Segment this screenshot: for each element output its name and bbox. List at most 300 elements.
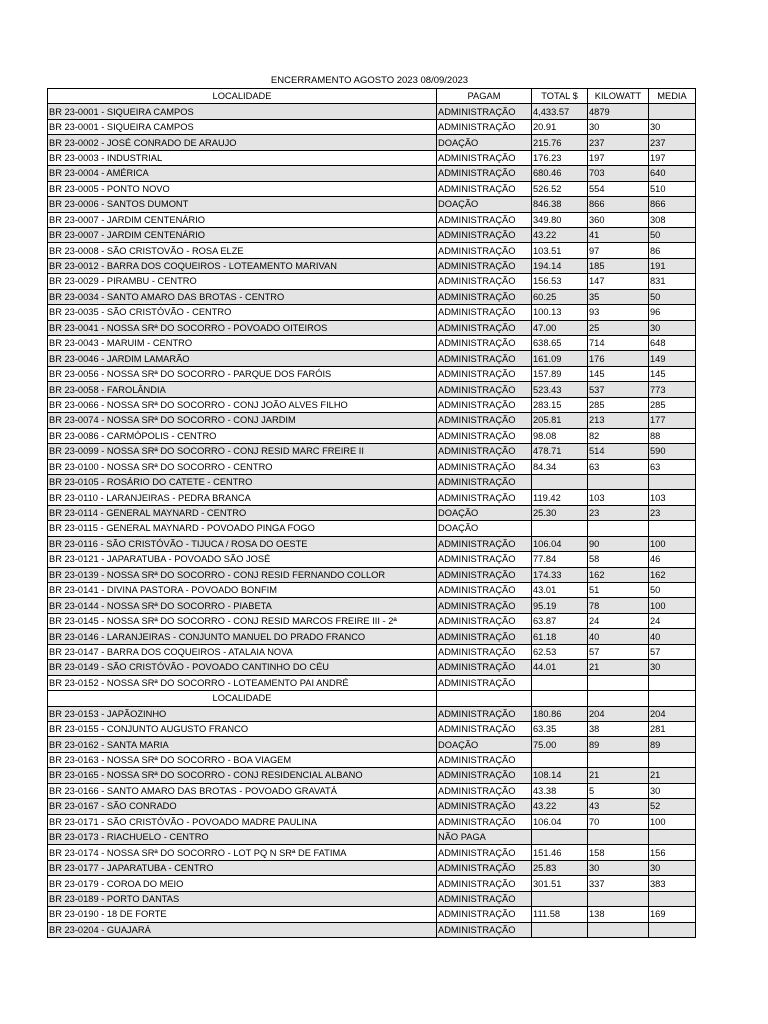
pagam-cell: ADMINISTRAÇÃO bbox=[437, 181, 532, 196]
table-row bbox=[48, 521, 696, 536]
header-total: TOTAL $ bbox=[532, 89, 588, 104]
media-cell: 88 bbox=[649, 428, 696, 443]
table-row bbox=[48, 351, 696, 366]
total-cell: 4,433.57 bbox=[532, 104, 588, 119]
table-row bbox=[48, 305, 696, 320]
table-row bbox=[48, 675, 696, 690]
media-cell: 50 bbox=[649, 289, 696, 304]
total-cell: 111.58 bbox=[532, 907, 588, 922]
pagam-cell: ADMINISTRAÇÃO bbox=[437, 567, 532, 582]
media-cell bbox=[649, 675, 696, 690]
localidade-cell: BR 23-0177 - JAPARATUBA - CENTRO bbox=[48, 860, 437, 875]
kilowatt-cell: 197 bbox=[588, 150, 649, 165]
media-cell: 103 bbox=[649, 490, 696, 505]
table-row bbox=[48, 413, 696, 428]
pagam-cell: ADMINISTRAÇÃO bbox=[437, 212, 532, 227]
localidade-cell: BR 23-0174 - NOSSA SRª DO SOCORRO - LOT PQ N SRª DE FATIMA bbox=[48, 845, 437, 860]
media-cell bbox=[649, 752, 696, 767]
table-row bbox=[48, 783, 696, 798]
table-row bbox=[48, 212, 696, 227]
total-cell: 119.42 bbox=[532, 490, 588, 505]
table-row bbox=[48, 336, 696, 351]
media-cell: 86 bbox=[649, 243, 696, 258]
header-media: MEDIA bbox=[649, 89, 696, 104]
localidade-cell: BR 23-0058 - FAROLÂNDIA bbox=[48, 382, 437, 397]
media-cell bbox=[649, 474, 696, 489]
media-cell: 177 bbox=[649, 413, 696, 428]
media-cell: 57 bbox=[649, 644, 696, 659]
media-cell: 308 bbox=[649, 212, 696, 227]
localidade-cell: BR 23-0001 - SIQUEIRA CAMPOS bbox=[48, 119, 437, 134]
media-cell bbox=[649, 891, 696, 906]
total-cell: 523.43 bbox=[532, 382, 588, 397]
pagam-cell: ADMINISTRAÇÃO bbox=[437, 907, 532, 922]
localidade-cell: BR 23-0005 - PONTO NOVO bbox=[48, 181, 437, 196]
kilowatt-cell: 103 bbox=[588, 490, 649, 505]
localidade-cell: BR 23-0006 - SANTOS DUMONT bbox=[48, 197, 437, 212]
pagam-cell: DOAÇÃO bbox=[437, 135, 532, 150]
media-cell: 21 bbox=[649, 768, 696, 783]
subheader-localidade: LOCALIDADE bbox=[48, 691, 437, 706]
pagam-cell: ADMINISTRAÇÃO bbox=[437, 536, 532, 551]
localidade-cell: BR 23-0002 - JOSÉ CONRADO DE ARAUJO bbox=[48, 135, 437, 150]
kilowatt-cell: 514 bbox=[588, 444, 649, 459]
total-cell: 95.19 bbox=[532, 598, 588, 613]
kilowatt-cell bbox=[588, 474, 649, 489]
localidade-cell: BR 23-0152 - NOSSA SRª DO SOCORRO - LOTEAMENTO PAI ANDRÉ bbox=[48, 675, 437, 690]
kilowatt-cell: 714 bbox=[588, 336, 649, 351]
total-cell: 151.46 bbox=[532, 845, 588, 860]
media-cell: 145 bbox=[649, 366, 696, 381]
total-cell: 176.23 bbox=[532, 150, 588, 165]
media-cell: 52 bbox=[649, 799, 696, 814]
localidade-cell: BR 23-0074 - NOSSA SRª DO SOCORRO - CONJ JARDIM bbox=[48, 413, 437, 428]
total-cell: 25.83 bbox=[532, 860, 588, 875]
kilowatt-cell: 24 bbox=[588, 613, 649, 628]
table-row bbox=[48, 752, 696, 767]
pagam-cell: ADMINISTRAÇÃO bbox=[437, 104, 532, 119]
pagam-cell: ADMINISTRAÇÃO bbox=[437, 891, 532, 906]
header-kilowatt: KILOWATT bbox=[588, 89, 649, 104]
table-row bbox=[48, 243, 696, 258]
media-cell: 162 bbox=[649, 567, 696, 582]
table-row bbox=[48, 598, 696, 613]
table-row bbox=[48, 397, 696, 412]
table-row bbox=[48, 922, 696, 937]
total-cell bbox=[532, 752, 588, 767]
localidade-cell: BR 23-0190 - 18 DE FORTE bbox=[48, 907, 437, 922]
total-cell: 157.89 bbox=[532, 366, 588, 381]
table-row bbox=[48, 135, 696, 150]
subheader-empty-cell bbox=[532, 691, 588, 706]
total-cell: 47.00 bbox=[532, 320, 588, 335]
kilowatt-cell: 4879 bbox=[588, 104, 649, 119]
media-cell: 773 bbox=[649, 382, 696, 397]
pagam-cell: ADMINISTRAÇÃO bbox=[437, 474, 532, 489]
kilowatt-cell bbox=[588, 752, 649, 767]
table-row bbox=[48, 150, 696, 165]
total-cell: 77.84 bbox=[532, 552, 588, 567]
pagam-cell: DOAÇÃO bbox=[437, 737, 532, 752]
media-cell: 237 bbox=[649, 135, 696, 150]
table-row bbox=[48, 474, 696, 489]
localidade-cell: BR 23-0001 - SIQUEIRA CAMPOS bbox=[48, 104, 437, 119]
kilowatt-cell: 51 bbox=[588, 583, 649, 598]
kilowatt-cell: 70 bbox=[588, 814, 649, 829]
localidade-cell: BR 23-0166 - SANTO AMARO DAS BROTAS - POVOADO GRAVATÁ bbox=[48, 783, 437, 798]
total-cell: 194.14 bbox=[532, 258, 588, 273]
localidade-cell: BR 23-0121 - JAPARATUBA - POVOADO SÃO JOSÉ bbox=[48, 552, 437, 567]
kilowatt-cell: 337 bbox=[588, 876, 649, 891]
kilowatt-cell: 5 bbox=[588, 783, 649, 798]
total-cell bbox=[532, 474, 588, 489]
kilowatt-cell: 285 bbox=[588, 397, 649, 412]
pagam-cell: ADMINISTRAÇÃO bbox=[437, 428, 532, 443]
total-cell: 205.81 bbox=[532, 413, 588, 428]
kilowatt-cell: 58 bbox=[588, 552, 649, 567]
pagam-cell: ADMINISTRAÇÃO bbox=[437, 444, 532, 459]
total-cell: 526.52 bbox=[532, 181, 588, 196]
pagam-cell: ADMINISTRAÇÃO bbox=[437, 366, 532, 381]
total-cell: 63.87 bbox=[532, 613, 588, 628]
pagam-cell: ADMINISTRAÇÃO bbox=[437, 490, 532, 505]
kilowatt-cell: 63 bbox=[588, 459, 649, 474]
localidade-cell: BR 23-0007 - JARDIM CENTENÁRIO bbox=[48, 212, 437, 227]
kilowatt-cell: 41 bbox=[588, 227, 649, 242]
pagam-cell: ADMINISTRAÇÃO bbox=[437, 413, 532, 428]
pagam-cell: ADMINISTRAÇÃO bbox=[437, 876, 532, 891]
localidade-cell: BR 23-0204 - GUAJARÁ bbox=[48, 922, 437, 937]
pagam-cell: ADMINISTRAÇÃO bbox=[437, 258, 532, 273]
media-cell: 149 bbox=[649, 351, 696, 366]
total-cell: 215.76 bbox=[532, 135, 588, 150]
total-cell: 301.51 bbox=[532, 876, 588, 891]
pagam-cell: ADMINISTRAÇÃO bbox=[437, 660, 532, 675]
media-cell: 23 bbox=[649, 505, 696, 520]
kilowatt-cell bbox=[588, 891, 649, 906]
kilowatt-cell: 176 bbox=[588, 351, 649, 366]
total-cell: 103.51 bbox=[532, 243, 588, 258]
media-cell: 46 bbox=[649, 552, 696, 567]
media-cell: 89 bbox=[649, 737, 696, 752]
kilowatt-cell: 30 bbox=[588, 119, 649, 134]
table-row bbox=[48, 799, 696, 814]
pagam-cell: ADMINISTRAÇÃO bbox=[437, 583, 532, 598]
kilowatt-cell: 213 bbox=[588, 413, 649, 428]
pagam-cell: ADMINISTRAÇÃO bbox=[437, 860, 532, 875]
localidade-cell: BR 23-0115 - GENERAL MAYNARD - POVOADO PINGA FOGO bbox=[48, 521, 437, 536]
pagam-cell: ADMINISTRAÇÃO bbox=[437, 845, 532, 860]
localidade-cell: BR 23-0146 - LARANJEIRAS - CONJUNTO MANUEL DO PRADO FRANCO bbox=[48, 629, 437, 644]
localidade-cell: BR 23-0149 - SÃO CRISTÓVÃO - POVOADO CANTINHO DO CÉU bbox=[48, 660, 437, 675]
table-row bbox=[48, 289, 696, 304]
pagam-cell: ADMINISTRAÇÃO bbox=[437, 166, 532, 181]
total-cell: 43.22 bbox=[532, 227, 588, 242]
table-row bbox=[48, 583, 696, 598]
total-cell: 478.71 bbox=[532, 444, 588, 459]
table-row bbox=[48, 721, 696, 736]
pagam-cell: ADMINISTRAÇÃO bbox=[437, 150, 532, 165]
total-cell bbox=[532, 675, 588, 690]
table-row bbox=[48, 382, 696, 397]
kilowatt-cell: 185 bbox=[588, 258, 649, 273]
table-row bbox=[48, 845, 696, 860]
kilowatt-cell: 21 bbox=[588, 768, 649, 783]
localidade-cell: BR 23-0145 - NOSSA SRª DO SOCORRO - CONJ RESID MARCOS FREIRE III - 2ª bbox=[48, 613, 437, 628]
table-row bbox=[48, 197, 696, 212]
pagam-cell: ADMINISTRAÇÃO bbox=[437, 305, 532, 320]
table-row bbox=[48, 104, 696, 119]
localidade-cell: BR 23-0144 - NOSSA SRª DO SOCORRO - PIABETA bbox=[48, 598, 437, 613]
pagam-cell: ADMINISTRAÇÃO bbox=[437, 351, 532, 366]
total-cell: 20.91 bbox=[532, 119, 588, 134]
total-cell: 283.15 bbox=[532, 397, 588, 412]
localidade-cell: BR 23-0167 - SÃO CONRADO bbox=[48, 799, 437, 814]
kilowatt-cell: 23 bbox=[588, 505, 649, 520]
header-row bbox=[48, 89, 696, 104]
kilowatt-cell: 237 bbox=[588, 135, 649, 150]
media-cell: 285 bbox=[649, 397, 696, 412]
pagam-cell: DOAÇÃO bbox=[437, 505, 532, 520]
table-row bbox=[48, 459, 696, 474]
localidade-cell: BR 23-0099 - NOSSA SRª DO SOCORRO - CONJ RESID MARC FREIRE II bbox=[48, 444, 437, 459]
pagam-cell: ADMINISTRAÇÃO bbox=[437, 613, 532, 628]
media-cell: 156 bbox=[649, 845, 696, 860]
pagam-cell: ADMINISTRAÇÃO bbox=[437, 397, 532, 412]
localidade-cell: BR 23-0171 - SÃO CRISTÓVÃO - POVOADO MADRE PAULINA bbox=[48, 814, 437, 829]
media-cell: 590 bbox=[649, 444, 696, 459]
pagam-cell: ADMINISTRAÇÃO bbox=[437, 706, 532, 721]
kilowatt-cell bbox=[588, 675, 649, 690]
pagam-cell: ADMINISTRAÇÃO bbox=[437, 336, 532, 351]
total-cell: 106.04 bbox=[532, 814, 588, 829]
table-row bbox=[48, 613, 696, 628]
kilowatt-cell: 93 bbox=[588, 305, 649, 320]
subheader-empty-cell bbox=[437, 691, 532, 706]
total-cell: 98.08 bbox=[532, 428, 588, 443]
media-cell: 30 bbox=[649, 783, 696, 798]
table-row bbox=[48, 629, 696, 644]
table-row bbox=[48, 907, 696, 922]
kilowatt-cell: 57 bbox=[588, 644, 649, 659]
localidade-cell: BR 23-0162 - SANTA MARIA bbox=[48, 737, 437, 752]
localidade-cell: BR 23-0007 - JARDIM CENTENÁRIO bbox=[48, 227, 437, 242]
localidade-cell: BR 23-0034 - SANTO AMARO DAS BROTAS - CENTRO bbox=[48, 289, 437, 304]
pagam-cell: DOAÇÃO bbox=[437, 521, 532, 536]
total-cell: 43.38 bbox=[532, 783, 588, 798]
localidade-cell: BR 23-0100 - NOSSA SRª DO SOCORRO - CENTRO bbox=[48, 459, 437, 474]
pagam-cell: ADMINISTRAÇÃO bbox=[437, 721, 532, 736]
localidade-cell: BR 23-0066 - NOSSA SRª DO SOCORRO - CONJ JOÃO ALVES FILHO bbox=[48, 397, 437, 412]
pagam-cell: ADMINISTRAÇÃO bbox=[437, 922, 532, 937]
total-cell bbox=[532, 891, 588, 906]
localidade-cell: BR 23-0165 - NOSSA SRª DO SOCORRO - CONJ RESIDENCIAL ALBANO bbox=[48, 768, 437, 783]
localidade-cell: BR 23-0008 - SÃO CRISTOVÃO - ROSA ELZE bbox=[48, 243, 437, 258]
subheader-row bbox=[48, 691, 696, 706]
kilowatt-cell: 147 bbox=[588, 274, 649, 289]
media-cell: 100 bbox=[649, 536, 696, 551]
media-cell: 30 bbox=[649, 320, 696, 335]
pagam-cell: NÃO PAGA bbox=[437, 830, 532, 845]
table-row bbox=[48, 505, 696, 520]
media-cell: 30 bbox=[649, 860, 696, 875]
total-cell: 638.65 bbox=[532, 336, 588, 351]
total-cell: 156.53 bbox=[532, 274, 588, 289]
localidade-cell: BR 23-0173 - RIACHUELO - CENTRO bbox=[48, 830, 437, 845]
localidade-cell: BR 23-0147 - BARRA DOS COQUEIROS - ATALAIA NOVA bbox=[48, 644, 437, 659]
localidade-cell: BR 23-0110 - LARANJEIRAS - PEDRA BRANCA bbox=[48, 490, 437, 505]
kilowatt-cell: 703 bbox=[588, 166, 649, 181]
localidade-cell: BR 23-0116 - SÃO CRISTÓVÃO - TIJUCA / ROSA DO OESTE bbox=[48, 536, 437, 551]
total-cell bbox=[532, 830, 588, 845]
table-row bbox=[48, 274, 696, 289]
media-cell: 100 bbox=[649, 814, 696, 829]
kilowatt-cell: 866 bbox=[588, 197, 649, 212]
report-title: ENCERRAMENTO AGOSTO 2023 08/09/2023 bbox=[270, 75, 469, 86]
data-table bbox=[47, 88, 696, 938]
localidade-cell: BR 23-0139 - NOSSA SRª DO SOCORRO - CONJ RESID FERNANDO COLLOR bbox=[48, 567, 437, 582]
total-cell: 60.25 bbox=[532, 289, 588, 304]
pagam-cell: ADMINISTRAÇÃO bbox=[437, 274, 532, 289]
kilowatt-cell: 162 bbox=[588, 567, 649, 582]
table-row bbox=[48, 320, 696, 335]
kilowatt-cell: 158 bbox=[588, 845, 649, 860]
media-cell: 50 bbox=[649, 227, 696, 242]
kilowatt-cell: 138 bbox=[588, 907, 649, 922]
kilowatt-cell: 38 bbox=[588, 721, 649, 736]
localidade-cell: BR 23-0189 - PORTO DANTAS bbox=[48, 891, 437, 906]
table-body bbox=[48, 89, 696, 938]
pagam-cell: ADMINISTRAÇÃO bbox=[437, 814, 532, 829]
total-cell: 25.30 bbox=[532, 505, 588, 520]
localidade-cell: BR 23-0004 - AMÉRICA bbox=[48, 166, 437, 181]
table-row bbox=[48, 567, 696, 582]
kilowatt-cell: 554 bbox=[588, 181, 649, 196]
media-cell bbox=[649, 830, 696, 845]
header-localidade: LOCALIDADE bbox=[48, 89, 437, 104]
pagam-cell: ADMINISTRAÇÃO bbox=[437, 227, 532, 242]
localidade-cell: BR 23-0179 - COROA DO MEIO bbox=[48, 876, 437, 891]
localidade-cell: BR 23-0163 - NOSSA SRª DO SOCORRO - BOA VIAGEM bbox=[48, 752, 437, 767]
localidade-cell: BR 23-0141 - DIVINA PASTORA - POVOADO BONFIM bbox=[48, 583, 437, 598]
localidade-cell: BR 23-0105 - ROSÁRIO DO CATETE - CENTRO bbox=[48, 474, 437, 489]
table-row bbox=[48, 552, 696, 567]
total-cell: 84.34 bbox=[532, 459, 588, 474]
total-cell: 43.22 bbox=[532, 799, 588, 814]
media-cell: 204 bbox=[649, 706, 696, 721]
media-cell: 30 bbox=[649, 119, 696, 134]
media-cell: 866 bbox=[649, 197, 696, 212]
total-cell: 75.00 bbox=[532, 737, 588, 752]
kilowatt-cell: 43 bbox=[588, 799, 649, 814]
table-row bbox=[48, 876, 696, 891]
table-row bbox=[48, 444, 696, 459]
total-cell: 680.46 bbox=[532, 166, 588, 181]
pagam-cell: ADMINISTRAÇÃO bbox=[437, 783, 532, 798]
media-cell: 640 bbox=[649, 166, 696, 181]
media-cell bbox=[649, 922, 696, 937]
media-cell: 100 bbox=[649, 598, 696, 613]
localidade-cell: BR 23-0086 - CARMÓPOLIS - CENTRO bbox=[48, 428, 437, 443]
kilowatt-cell bbox=[588, 922, 649, 937]
pagam-cell: ADMINISTRAÇÃO bbox=[437, 752, 532, 767]
table-row bbox=[48, 644, 696, 659]
table-row bbox=[48, 660, 696, 675]
media-cell: 24 bbox=[649, 613, 696, 628]
pagam-cell: ADMINISTRAÇÃO bbox=[437, 243, 532, 258]
pagam-cell: ADMINISTRAÇÃO bbox=[437, 675, 532, 690]
total-cell: 63.35 bbox=[532, 721, 588, 736]
kilowatt-cell: 35 bbox=[588, 289, 649, 304]
media-cell: 383 bbox=[649, 876, 696, 891]
table-row bbox=[48, 814, 696, 829]
total-cell: 43.01 bbox=[532, 583, 588, 598]
total-cell bbox=[532, 521, 588, 536]
table-row bbox=[48, 536, 696, 551]
subheader-empty-cell bbox=[588, 691, 649, 706]
kilowatt-cell bbox=[588, 521, 649, 536]
localidade-cell: BR 23-0035 - SÃO CRISTÓVÃO - CENTRO bbox=[48, 305, 437, 320]
kilowatt-cell: 82 bbox=[588, 428, 649, 443]
localidade-cell: BR 23-0155 - CONJUNTO AUGUSTO FRANCO bbox=[48, 721, 437, 736]
table-row bbox=[48, 768, 696, 783]
kilowatt-cell: 537 bbox=[588, 382, 649, 397]
table-row bbox=[48, 891, 696, 906]
table-row bbox=[48, 181, 696, 196]
media-cell: 510 bbox=[649, 181, 696, 196]
media-cell: 191 bbox=[649, 258, 696, 273]
table-row bbox=[48, 227, 696, 242]
kilowatt-cell: 90 bbox=[588, 536, 649, 551]
kilowatt-cell: 25 bbox=[588, 320, 649, 335]
total-cell: 108.14 bbox=[532, 768, 588, 783]
media-cell bbox=[649, 104, 696, 119]
pagam-cell: DOAÇÃO bbox=[437, 197, 532, 212]
table-row bbox=[48, 860, 696, 875]
kilowatt-cell: 97 bbox=[588, 243, 649, 258]
localidade-cell: BR 23-0114 - GENERAL MAYNARD - CENTRO bbox=[48, 505, 437, 520]
media-cell: 281 bbox=[649, 721, 696, 736]
subheader-empty-cell bbox=[649, 691, 696, 706]
total-cell: 106.04 bbox=[532, 536, 588, 551]
kilowatt-cell: 360 bbox=[588, 212, 649, 227]
total-cell: 62.53 bbox=[532, 644, 588, 659]
localidade-cell: BR 23-0056 - NOSSA SRª DO SOCORRO - PARQUE DOS FARÓIS bbox=[48, 366, 437, 381]
localidade-cell: BR 23-0012 - BARRA DOS COQUEIROS - LOTEAMENTO MARIVAN bbox=[48, 258, 437, 273]
kilowatt-cell: 30 bbox=[588, 860, 649, 875]
kilowatt-cell: 145 bbox=[588, 366, 649, 381]
table-row bbox=[48, 428, 696, 443]
total-cell bbox=[532, 922, 588, 937]
media-cell: 648 bbox=[649, 336, 696, 351]
kilowatt-cell: 40 bbox=[588, 629, 649, 644]
kilowatt-cell: 21 bbox=[588, 660, 649, 675]
localidade-cell: BR 23-0041 - NOSSA SRª DO SOCORRO - POVOADO OITEIROS bbox=[48, 320, 437, 335]
kilowatt-cell: 204 bbox=[588, 706, 649, 721]
pagam-cell: ADMINISTRAÇÃO bbox=[437, 289, 532, 304]
media-cell: 40 bbox=[649, 629, 696, 644]
pagam-cell: ADMINISTRAÇÃO bbox=[437, 799, 532, 814]
kilowatt-cell bbox=[588, 830, 649, 845]
media-cell: 96 bbox=[649, 305, 696, 320]
kilowatt-cell: 89 bbox=[588, 737, 649, 752]
media-cell: 831 bbox=[649, 274, 696, 289]
table-row bbox=[48, 119, 696, 134]
table-row bbox=[48, 258, 696, 273]
kilowatt-cell: 78 bbox=[588, 598, 649, 613]
media-cell bbox=[649, 521, 696, 536]
localidade-cell: BR 23-0003 - INDUSTRIAL bbox=[48, 150, 437, 165]
